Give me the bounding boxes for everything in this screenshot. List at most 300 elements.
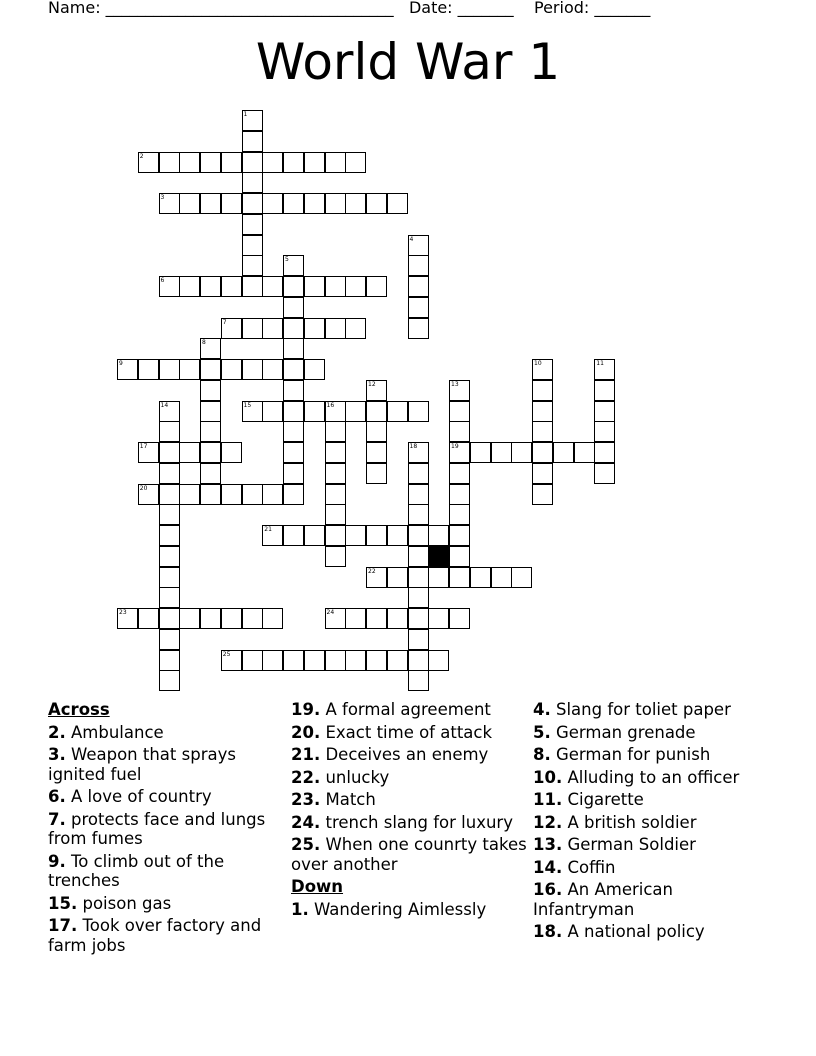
crossword-cell[interactable] [325,193,346,214]
crossword-cell[interactable] [159,463,180,484]
crossword-cell[interactable] [262,359,283,380]
crossword-cell[interactable] [221,318,242,339]
cell-number: 5 [285,256,289,264]
crossword-cell[interactable] [366,442,387,463]
crossword-cell[interactable] [511,442,532,463]
crossword-cell[interactable] [283,276,304,297]
across-clue [48,787,288,807]
crossword-cell[interactable] [283,255,304,276]
clue-text: Took over factory and farm jobs [48,916,262,955]
crossword-cell[interactable] [242,276,263,297]
crossword-cell[interactable] [594,442,615,463]
down-heading: Down [291,877,344,896]
cell-number: 25 [222,650,231,658]
crossword-cell[interactable] [283,463,304,484]
crossword-cell[interactable] [200,152,221,173]
down-clue [533,745,773,765]
across-clue [291,790,531,810]
crossword-cell[interactable] [283,338,304,359]
clue-number: 15. [48,893,78,913]
cell-number: 22 [368,567,376,575]
crossword-cell[interactable] [408,484,429,505]
crossword-cell[interactable] [262,650,283,671]
crossword-cell[interactable] [159,670,180,691]
cell-number: 21 [264,526,272,533]
clue-text: Weapon that sprays ignited fuel [48,745,236,784]
crossword-cell[interactable] [242,235,263,256]
crossword-cell[interactable] [470,442,491,463]
cell-number: 6 [160,277,165,284]
crossword-cell[interactable] [345,152,366,173]
crossword-cell[interactable] [366,380,387,401]
crossword-cell[interactable] [283,650,304,671]
crossword-cell[interactable] [200,193,221,214]
cell-number: 14 [160,401,169,409]
crossword-cell[interactable] [200,276,221,297]
crossword-cell[interactable] [283,442,304,463]
clue-text: A love of country [65,787,212,806]
down-clue [533,858,773,878]
crossword-cell[interactable] [159,525,180,546]
crossword-cell[interactable] [449,525,470,546]
crossword-cell[interactable] [449,380,470,401]
crossword-cell[interactable] [221,650,242,671]
crossword-cell[interactable] [242,401,263,422]
clue-text: A formal agreement [320,700,491,719]
crossword-cell[interactable] [221,359,242,380]
crossword-cell[interactable] [283,401,304,422]
crossword-cell[interactable] [532,484,553,505]
crossword-cell[interactable] [449,567,470,588]
clue-number: 10. [533,767,563,787]
crossword-cell[interactable] [449,401,470,422]
clue-number: 6. [48,787,66,806]
crossword-cell[interactable] [179,359,200,380]
crossword-cell[interactable] [200,338,221,359]
clue-text: Wandering Aimlessly [308,899,487,919]
clue-number: 18. [533,922,563,941]
crossword-cell[interactable] [532,359,553,380]
crossword-cell[interactable] [366,401,387,422]
crossword-cell[interactable] [262,608,283,629]
cell-number: 16 [326,401,335,409]
crossword-cell[interactable] [408,608,429,629]
crossword-cell[interactable] [345,608,366,629]
crossword-cell[interactable] [159,359,180,380]
crossword-cell[interactable] [594,359,615,380]
crossword-cell[interactable] [387,650,408,671]
crossword-cell[interactable] [304,525,325,546]
clue-text: Slang for toliet paper [550,700,731,719]
across-clue [48,916,288,955]
across-clue [291,745,531,765]
crossword-cell[interactable] [408,255,429,276]
down-clue [533,813,773,833]
down-clue [533,835,773,855]
crossword-cell[interactable] [408,504,429,525]
cell-number: 3 [160,194,165,201]
crossword-cell[interactable] [366,525,387,546]
clue-text: To climb out of the trenches [48,851,225,890]
cell-number: 7 [222,318,227,326]
name-date-period-line: Name: ____________________________________ Date: _______ Period: _______ [48,0,651,17]
clue-text: poison gas [77,893,172,913]
clue-text: trench slang for luxury [320,812,513,832]
crossword-cell[interactable] [408,463,429,484]
crossword-cell[interactable] [345,276,366,297]
crossword-cell[interactable] [387,567,408,588]
crossword-cell[interactable] [138,484,159,505]
down-clue [533,790,773,810]
crossword-cell[interactable] [200,401,221,422]
crossword-cell[interactable] [159,484,180,505]
crossword-cell[interactable] [325,401,346,422]
crossword-cell[interactable] [366,421,387,442]
down-clue [533,700,773,720]
clue-text: Match [320,790,376,809]
crossword-cell[interactable] [553,442,574,463]
crossword-cell[interactable] [325,276,346,297]
clue-text: German for punish [550,745,711,764]
crossword-cell[interactable] [221,484,242,505]
clue-text: unlucky [320,767,390,787]
clue-text: Ambulance [65,722,164,742]
crossword-cell[interactable] [408,567,429,588]
clue-number: 22. [291,767,321,787]
crossword-cell[interactable] [408,629,429,650]
crossword-cell[interactable] [408,318,429,339]
crossword-cell[interactable] [179,152,200,173]
cell-number: 2 [139,152,144,160]
crossword-cell[interactable] [242,214,263,235]
clue-number: 16. [533,880,563,899]
crossword-cell[interactable] [242,193,263,214]
crossword-cell[interactable] [449,546,470,567]
crossword-cell[interactable] [325,546,346,567]
across-clue [48,723,288,743]
clue-number: 13. [533,835,563,854]
across-clue [291,835,531,874]
crossword-cell[interactable] [242,608,263,629]
crossword-cell[interactable] [159,442,180,463]
crossword-cell[interactable] [221,608,242,629]
cell-number: 12 [368,380,376,388]
crossword-cell[interactable] [304,152,325,173]
crossword-cell[interactable] [262,525,283,546]
crossword-cell[interactable] [387,401,408,422]
crossword-cell[interactable] [200,608,221,629]
crossword-cell[interactable] [221,276,242,297]
crossword-cell[interactable] [366,650,387,671]
crossword-cell[interactable] [242,359,263,380]
crossword-cell[interactable] [325,318,346,339]
cell-number: 15 [243,401,252,409]
crossword-cell[interactable] [428,567,449,588]
across-clue [291,768,531,788]
crossword-cell[interactable] [449,421,470,442]
clue-number: 20. [291,722,321,742]
crossword-cell[interactable] [117,608,138,629]
crossword-cell[interactable] [159,193,180,214]
crossword-cell[interactable] [366,567,387,588]
crossword-cell[interactable] [532,380,553,401]
crossword-cell[interactable] [179,608,200,629]
crossword-cell[interactable] [138,442,159,463]
crossword-cell[interactable] [449,504,470,525]
crossword-cell[interactable] [449,608,470,629]
crossword-cell[interactable] [325,442,346,463]
crossword-cell[interactable] [408,670,429,691]
crossword-cell[interactable] [408,276,429,297]
crossword-cell[interactable] [159,401,180,422]
crossword-cell[interactable] [345,318,366,339]
crossword-cell[interactable] [242,484,263,505]
clue-text: A british soldier [562,812,697,832]
crossword-cell[interactable] [428,608,449,629]
crossword-cell[interactable] [304,193,325,214]
clue-column-2 [291,700,531,922]
crossword-cell[interactable] [325,152,346,173]
crossword-cell[interactable] [117,359,138,380]
crossword-cell[interactable] [366,463,387,484]
crossword-cell[interactable] [242,650,263,671]
clue-number: 11. [533,790,563,809]
across-clue [291,700,531,720]
crossword-cell[interactable] [304,401,325,422]
clue-number: 14. [533,857,563,877]
crossword-cell[interactable] [262,401,283,422]
clue-number: 24. [291,812,321,832]
down-clue [533,768,773,788]
crossword-cell[interactable] [159,567,180,588]
cell-number: 17 [139,443,148,450]
crossword-cell[interactable] [221,442,242,463]
crossword-cell[interactable] [408,546,429,567]
cell-number: 23 [119,609,127,616]
crossword-cell[interactable] [366,608,387,629]
crossword-cell[interactable] [283,318,304,339]
crossword-cell[interactable] [511,567,532,588]
crossword-cell[interactable] [283,359,304,380]
clue-number: 25. [291,835,321,854]
across-clue [48,852,288,891]
crossword-cell[interactable] [283,380,304,401]
crossword-cell[interactable] [159,504,180,525]
cell-number: 10 [534,360,542,367]
crossword-cell[interactable] [532,442,553,463]
clue-number: 7. [48,809,66,829]
crossword-cell[interactable] [304,276,325,297]
crossword-cell[interactable] [138,608,159,629]
crossword-cell[interactable] [470,567,491,588]
cell-number: 19 [451,443,459,450]
crossword-cell[interactable] [283,421,304,442]
cell-number: 9 [119,360,123,367]
crossword-cell[interactable] [242,318,263,339]
crossword-cell[interactable] [387,608,408,629]
crossword-cell[interactable] [366,193,387,214]
crossword-cell[interactable] [325,650,346,671]
crossword-cell[interactable] [408,525,429,546]
crossword-cell[interactable] [304,318,325,339]
clue-number: 21. [291,745,321,764]
crossword-cell[interactable] [242,172,263,193]
cell-number: 20 [139,484,148,492]
clue-text: protects face and lungs from fumes [48,809,266,848]
clue-text: Alluding to an officer [562,767,740,787]
crossword-cell[interactable] [200,463,221,484]
crossword-cell[interactable] [532,421,553,442]
crossword-cell[interactable] [449,484,470,505]
black-cell [428,546,449,567]
crossword-cell[interactable] [262,276,283,297]
crossword-cell[interactable] [325,504,346,525]
clue-text: Deceives an enemy [320,745,489,764]
crossword-cell[interactable] [159,629,180,650]
clue-text: Coffin [562,857,616,877]
crossword-cell[interactable] [408,235,429,256]
crossword-cell[interactable] [491,567,512,588]
clue-text: An American Infantryman [533,880,673,919]
crossword-cell[interactable] [491,442,512,463]
page-title: World War 1 [255,33,561,91]
across-clue [291,723,531,743]
crossword-cell[interactable] [200,421,221,442]
crossword-cell[interactable] [283,525,304,546]
clue-text: German Soldier [562,835,696,854]
crossword-cell[interactable] [138,152,159,173]
crossword-cell[interactable] [242,131,263,152]
clue-number: 5. [533,722,551,742]
crossword-cell[interactable] [200,380,221,401]
across-heading: Across [48,700,110,719]
crossword-cell[interactable] [262,152,283,173]
crossword-cell[interactable] [325,484,346,505]
across-clue [48,894,288,914]
crossword-cell[interactable] [428,650,449,671]
across-clue [48,810,288,849]
down-clue [533,880,773,919]
clue-number: 8. [533,745,551,764]
crossword-cell[interactable] [408,650,429,671]
cell-number: 13 [451,380,459,388]
crossword-cell[interactable] [200,442,221,463]
crossword-cell[interactable] [408,297,429,318]
crossword-cell[interactable] [283,152,304,173]
crossword-cell[interactable] [408,401,429,422]
clue-text: Exact time of attack [320,722,493,742]
crossword-cell[interactable] [366,276,387,297]
clue-number: 9. [48,851,66,871]
crossword-cell[interactable] [159,152,180,173]
cell-number: 8 [202,339,206,347]
crossword-cell[interactable] [594,421,615,442]
crossword-cell[interactable] [262,193,283,214]
down-clue [533,723,773,743]
crossword-cell[interactable] [179,193,200,214]
clue-column-3 [533,700,773,945]
crossword-cell[interactable] [532,463,553,484]
crossword-cell[interactable] [594,380,615,401]
cell-number: 24 [326,609,335,616]
crossword-cell[interactable] [242,110,263,131]
crossword-cell[interactable] [304,359,325,380]
crossword-cell[interactable] [179,442,200,463]
crossword-cell[interactable] [325,463,346,484]
crossword-cell[interactable] [428,525,449,546]
cell-number: 18 [409,443,418,450]
crossword-cell[interactable] [283,193,304,214]
crossword-cell[interactable] [408,442,429,463]
crossword-cell[interactable] [345,401,366,422]
crossword-cell[interactable] [159,587,180,608]
crossword-cell[interactable] [574,442,595,463]
crossword-cell[interactable] [221,152,242,173]
crossword-cell[interactable] [408,587,429,608]
crossword-cell[interactable] [387,193,408,214]
cell-number: 1 [243,111,248,118]
crossword-cell[interactable] [200,484,221,505]
crossword-cell[interactable] [179,276,200,297]
across-clue [291,813,531,833]
crossword-cell[interactable] [345,525,366,546]
crossword-cell[interactable] [221,193,242,214]
crossword-cell[interactable] [449,442,470,463]
clue-number: 17. [48,916,78,935]
across-clue [48,745,288,784]
crossword-cell[interactable] [304,650,325,671]
clue-number: 23. [291,790,321,809]
clue-column-1 [48,700,288,958]
down-clue [291,900,531,920]
clue-number: 3. [48,745,66,764]
crossword-cell[interactable] [283,297,304,318]
clue-number: 2. [48,722,66,742]
crossword-cell[interactable] [594,401,615,422]
crossword-cell[interactable] [387,525,408,546]
crossword-cell[interactable] [179,484,200,505]
crossword-cell[interactable] [325,608,346,629]
crossword-cell[interactable] [594,463,615,484]
clue-text: German grenade [550,722,696,742]
down-clue [533,922,773,942]
clue-text: When one counrty takes over another [291,835,527,874]
clue-number: 4. [533,700,551,719]
crossword-cell[interactable] [138,359,159,380]
crossword-cell[interactable] [159,276,180,297]
crossword-cell[interactable] [345,650,366,671]
crossword-cell[interactable] [345,193,366,214]
crossword-cell[interactable] [159,421,180,442]
crossword-cell[interactable] [159,608,180,629]
crossword-cell[interactable] [262,318,283,339]
crossword-cell[interactable] [262,484,283,505]
clue-text: A national policy [562,922,705,941]
crossword-cell[interactable] [325,421,346,442]
crossword-cell[interactable] [200,359,221,380]
crossword-cell[interactable] [159,650,180,671]
crossword-cell[interactable] [242,152,263,173]
crossword-cell[interactable] [532,401,553,422]
clue-text: Cigarette [562,790,644,809]
crossword-cell[interactable] [159,546,180,567]
crossword-cell[interactable] [242,255,263,276]
crossword-cell[interactable] [449,463,470,484]
cell-number: 11 [596,360,604,367]
crossword-cell[interactable] [283,484,304,505]
clue-number: 12. [533,812,563,832]
crossword-cell[interactable] [325,525,346,546]
